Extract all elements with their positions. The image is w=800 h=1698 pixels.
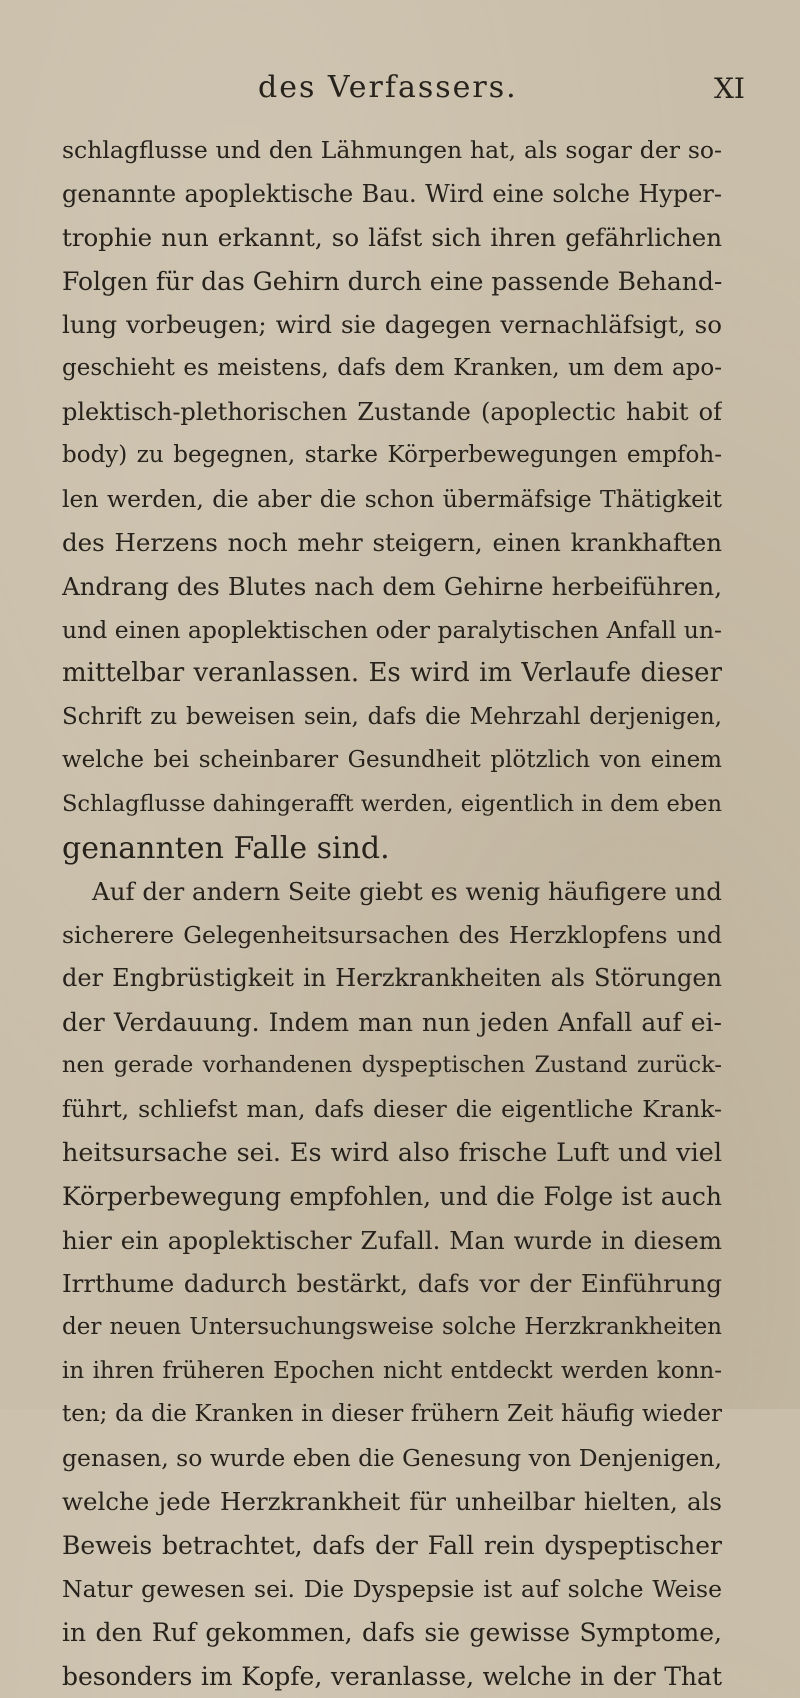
text-line: Beweis betrachtet, dafs der Fall rein dyspeptischer	[62, 1531, 722, 1560]
text-line: heitsursache sei. Es wird also frische Luft und viel	[62, 1137, 722, 1168]
text-line: Folgen für das Gehirn durch eine passende Behand-	[62, 266, 722, 296]
text-line: lung vorbeugen; wird sie dagegen vernachläfsigt, so	[62, 310, 722, 340]
text-line: len werden, die aber die schon übermäfsige Thätigkeit	[62, 484, 722, 513]
text-line: Natur gewesen sei. Die Dyspepsie ist auf solche Weise	[62, 1574, 722, 1603]
text-line: sicherere Gelegenheitsursachen des Herzklopfens und	[62, 920, 722, 949]
text-line: nen gerade vorhandenen dyspeptischen Zustand zurück-	[62, 1052, 722, 1079]
text-line: und einen apoplektischen oder paralytischen Anfall un-	[62, 615, 722, 644]
text-line: Schlagflusse dahingerafft werden, eigentlich in dem eben	[62, 790, 722, 817]
text-line: mittelbar veranlassen. Es wird im Verlaufe dieser	[62, 658, 722, 689]
text-line: hier ein apoplektischer Zufall. Man wurde in diesem	[62, 1225, 722, 1255]
text-line: besonders im Kopfe, veranlasse, welche in der That	[62, 1661, 722, 1691]
text-line: Schrift zu beweisen sein, dafs die Mehrzahl derjenigen,	[62, 703, 722, 730]
text-line: trophie nun erkannt, so läfst sich ihren gefährlichen	[62, 223, 722, 253]
text-line: der Engbrüstigkeit in Herzkrankheiten als Störungen	[62, 964, 722, 993]
text-line: genasen, so wurde eben die Genesung von Denjenigen,	[62, 1443, 722, 1472]
text-line: welche jede Herzkrankheit für unheilbar hielten, als	[62, 1487, 722, 1517]
page-number: XI	[714, 72, 745, 105]
text-line: in den Ruf gekommen, dafs sie gewisse Symptome,	[62, 1618, 722, 1648]
running-header	[0, 70, 800, 110]
running-title: des Verfassers.	[258, 70, 518, 105]
text-line: Andrang des Blutes nach dem Gehirne herbeiführen,	[62, 571, 722, 601]
text-line: body) zu begegnen, starke Körperbewegungen empfoh-	[62, 442, 722, 469]
text-line: der Verdauung. Indem man nun jeden Anfall auf ei-	[62, 1007, 722, 1037]
text-line: führt, schliefst man, dafs dieser die eigentliche Krank-	[62, 1095, 722, 1124]
text-line: genannte apoplektische Bau. Wird eine solche Hyper-	[62, 179, 722, 208]
text-line: schlagflusse und den Lähmungen hat, als sogar der so-	[62, 136, 722, 164]
paragraph-end-line: genannten Falle sind.	[62, 830, 390, 866]
text-line: plektisch-plethorischen Zustande (apoplectic habit of	[62, 397, 722, 426]
text-line: ten; da die Kranken in dieser frühern Zeit häufig wieder	[62, 1401, 722, 1428]
body-text	[62, 129, 722, 1698]
text-line: geschieht es meistens, dafs dem Kranken, um dem apo-	[62, 354, 722, 381]
text-line: Körperbewegung empfohlen, und die Folge ist auch	[62, 1182, 722, 1212]
text-line: welche bei scheinbarer Gesundheit plötzlich von einem	[62, 747, 722, 774]
text-line: des Herzens noch mehr steigern, einen krankhaften	[62, 528, 722, 558]
text-line: in ihren früheren Epochen nicht entdeckt werden konn-	[62, 1357, 722, 1384]
text-line: der neuen Untersuchungsweise solche Herzkrankheiten	[62, 1314, 722, 1341]
paragraph-start-line: Auf der andern Seite giebt es wenig häufigere und	[92, 877, 722, 907]
text-line: Irrthume dadurch bestärkt, dafs vor der Einführung	[62, 1269, 722, 1299]
